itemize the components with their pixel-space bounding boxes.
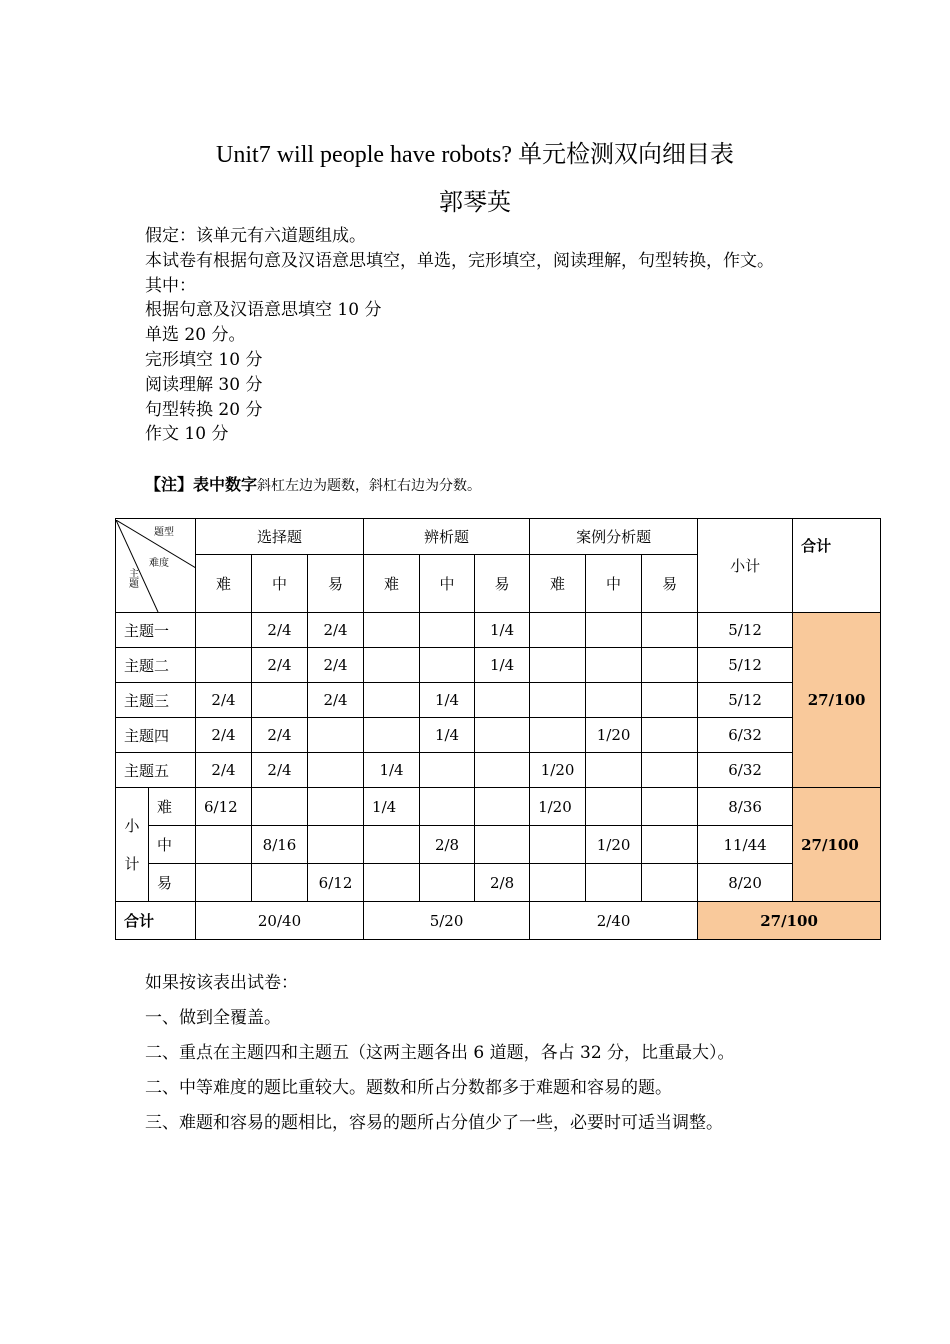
table-cell bbox=[475, 683, 530, 718]
intro-line: 其中： bbox=[145, 275, 196, 296]
topic-row-label: 主题五 bbox=[116, 753, 196, 788]
document-title: Unit7 will people have robots? 单元检测双向细目表 bbox=[216, 142, 734, 168]
corner-difficulty-label: 难度 bbox=[149, 557, 169, 569]
closing-line: 如果按该表出试卷： bbox=[145, 973, 298, 993]
subtotal-cell: 5/12 bbox=[698, 613, 793, 648]
closing-notes bbox=[145, 966, 735, 1141]
closing-line: 二、中等难度的题比重较大。题数和所占分数都多于难题和容易的题。 bbox=[145, 1078, 672, 1098]
table-cell bbox=[642, 753, 698, 788]
table-cell bbox=[530, 613, 586, 648]
table-cell bbox=[642, 718, 698, 753]
table-cell: 2/4 bbox=[196, 753, 252, 788]
table-cell: 2/8 bbox=[420, 826, 475, 864]
corner-topic-label: 主题 bbox=[129, 568, 139, 590]
topic-row-label: 主题四 bbox=[116, 718, 196, 753]
intro-line: 单选 20 分。 bbox=[145, 325, 246, 346]
table-cell: 2/8 bbox=[475, 864, 530, 902]
level-header: 易 bbox=[308, 555, 364, 613]
category-header: 辨析题 bbox=[364, 519, 530, 555]
level-row-label: 难 bbox=[149, 788, 196, 826]
table-cell bbox=[252, 683, 308, 718]
level-header: 中 bbox=[420, 555, 475, 613]
subtotal-group-label bbox=[116, 788, 149, 902]
table-cell bbox=[196, 826, 252, 864]
intro-line: 完形填空 10 分 bbox=[145, 349, 263, 370]
table-cell bbox=[308, 826, 364, 864]
table-cell: 8/16 bbox=[252, 826, 308, 864]
level-row-label: 中 bbox=[149, 826, 196, 864]
table-cell bbox=[530, 683, 586, 718]
subtotal-cell: 8/20 bbox=[698, 864, 793, 902]
table-cell: 6/12 bbox=[308, 864, 364, 902]
table-cell bbox=[642, 788, 698, 826]
intro-line: 根据句意及汉语意思填空 10 分 bbox=[145, 300, 382, 321]
table-cell: 1/4 bbox=[420, 718, 475, 753]
table-cell: 1/4 bbox=[364, 753, 420, 788]
final-row-label: 合计 bbox=[116, 902, 196, 940]
table-cell: 2/4 bbox=[196, 683, 252, 718]
level-row-label: 易 bbox=[149, 864, 196, 902]
category-total-cell: 5/20 bbox=[364, 902, 530, 940]
table-cell: 2/4 bbox=[308, 613, 364, 648]
table-cell bbox=[475, 718, 530, 753]
grand-total-cell: 27/100 bbox=[698, 902, 881, 940]
table-cell bbox=[586, 753, 642, 788]
table-cell bbox=[530, 648, 586, 683]
table-cell: 1/20 bbox=[586, 718, 642, 753]
subtotal-header: 小计 bbox=[698, 519, 793, 613]
table-cell: 6/12 bbox=[196, 788, 252, 826]
table-cell bbox=[420, 788, 475, 826]
category-header: 案例分析题 bbox=[530, 519, 698, 555]
intro-line: 阅读理解 30 分 bbox=[145, 374, 263, 395]
total-header: 合计 bbox=[793, 519, 881, 613]
intro-line: 句型转换 20 分 bbox=[145, 399, 263, 420]
table-cell bbox=[475, 826, 530, 864]
table-cell: 2/4 bbox=[308, 648, 364, 683]
table-cell: 1/4 bbox=[475, 648, 530, 683]
table-cell: 2/4 bbox=[252, 648, 308, 683]
table-cell bbox=[364, 648, 420, 683]
level-header: 难 bbox=[364, 555, 420, 613]
intro-block bbox=[145, 224, 865, 447]
table-cell: 1/4 bbox=[475, 613, 530, 648]
table-cell bbox=[420, 864, 475, 902]
level-header: 中 bbox=[252, 555, 308, 613]
intro-line: 本试卷有根据句意及汉语意思填空，单选，完形填空，阅读理解，句型转换，作文。 bbox=[145, 250, 774, 271]
corner-type-label: 题型 bbox=[154, 526, 174, 538]
table-cell: 2/4 bbox=[252, 613, 308, 648]
table-cell bbox=[586, 683, 642, 718]
table-cell bbox=[308, 788, 364, 826]
table-cell: 2/4 bbox=[252, 753, 308, 788]
closing-line: 一、做到全覆盖。 bbox=[145, 1008, 281, 1028]
table-cell bbox=[530, 718, 586, 753]
table-cell bbox=[420, 648, 475, 683]
table-cell: 1/20 bbox=[586, 826, 642, 864]
table-cell bbox=[642, 864, 698, 902]
category-total-cell: 2/40 bbox=[530, 902, 698, 940]
intro-line: 假定：该单元有六道题组成。 bbox=[145, 226, 366, 246]
table-cell bbox=[530, 826, 586, 864]
table-cell bbox=[364, 613, 420, 648]
table-cell: 1/20 bbox=[530, 788, 586, 826]
subtotal-cell: 8/36 bbox=[698, 788, 793, 826]
level-header: 中 bbox=[586, 555, 642, 613]
note-prefix: 【注】表中数字 bbox=[145, 475, 258, 494]
level-header: 易 bbox=[475, 555, 530, 613]
table-cell bbox=[196, 613, 252, 648]
table-cell: 2/4 bbox=[308, 683, 364, 718]
table-cell bbox=[308, 753, 364, 788]
level-total-cell: 27/100 bbox=[793, 788, 881, 902]
topic-row-label: 主题二 bbox=[116, 648, 196, 683]
table-cell: 2/4 bbox=[196, 718, 252, 753]
table-note bbox=[145, 472, 481, 495]
subtotal-char: 计 bbox=[124, 854, 140, 873]
table-cell bbox=[586, 613, 642, 648]
table-cell bbox=[586, 788, 642, 826]
table-cell bbox=[475, 753, 530, 788]
table-cell bbox=[642, 613, 698, 648]
table-cell bbox=[364, 864, 420, 902]
table-cell bbox=[196, 864, 252, 902]
topic-row-label: 主题一 bbox=[116, 613, 196, 648]
level-header: 难 bbox=[530, 555, 586, 613]
note-text: 斜杠左边为题数，斜杠右边为分数。 bbox=[257, 478, 482, 494]
corner-header-cell bbox=[116, 519, 196, 613]
author-name: 郭琴英 bbox=[439, 188, 511, 216]
table-cell bbox=[586, 864, 642, 902]
subtotal-cell: 6/32 bbox=[698, 753, 793, 788]
intro-line: 作文 10 分 bbox=[145, 424, 229, 445]
table-cell: 2/4 bbox=[252, 718, 308, 753]
table-cell bbox=[364, 718, 420, 753]
table-cell bbox=[642, 683, 698, 718]
subtotal-char: 小 bbox=[124, 816, 140, 835]
subtotal-cell: 6/32 bbox=[698, 718, 793, 753]
table-cell bbox=[420, 753, 475, 788]
table-cell bbox=[308, 718, 364, 753]
table-cell bbox=[475, 788, 530, 826]
table-cell bbox=[252, 788, 308, 826]
closing-line: 三、难题和容易的题相比，容易的题所占分值少了一些，必要时可适当调整。 bbox=[145, 1113, 723, 1133]
table-cell: 1/4 bbox=[420, 683, 475, 718]
table-cell bbox=[642, 648, 698, 683]
specification-table bbox=[115, 518, 881, 940]
table-cell: 1/20 bbox=[530, 753, 586, 788]
level-header: 难 bbox=[196, 555, 252, 613]
topic-row-label: 主题三 bbox=[116, 683, 196, 718]
table-cell: 1/4 bbox=[364, 788, 420, 826]
table-cell bbox=[364, 683, 420, 718]
table-cell bbox=[420, 613, 475, 648]
table-cell bbox=[642, 826, 698, 864]
topic-total-cell: 27/100 bbox=[793, 613, 881, 788]
table-cell bbox=[364, 826, 420, 864]
table-cell bbox=[252, 864, 308, 902]
table-cell bbox=[586, 648, 642, 683]
category-total-cell: 20/40 bbox=[196, 902, 364, 940]
table-cell bbox=[530, 864, 586, 902]
closing-line: 二、重点在主题四和主题五（这两主题各出 6 道题，各占 32 分，比重最大）。 bbox=[145, 1043, 735, 1063]
subtotal-cell: 5/12 bbox=[698, 648, 793, 683]
subtotal-cell: 11/44 bbox=[698, 826, 793, 864]
table-cell bbox=[196, 648, 252, 683]
category-header: 选择题 bbox=[196, 519, 364, 555]
level-header: 易 bbox=[642, 555, 698, 613]
subtotal-cell: 5/12 bbox=[698, 683, 793, 718]
